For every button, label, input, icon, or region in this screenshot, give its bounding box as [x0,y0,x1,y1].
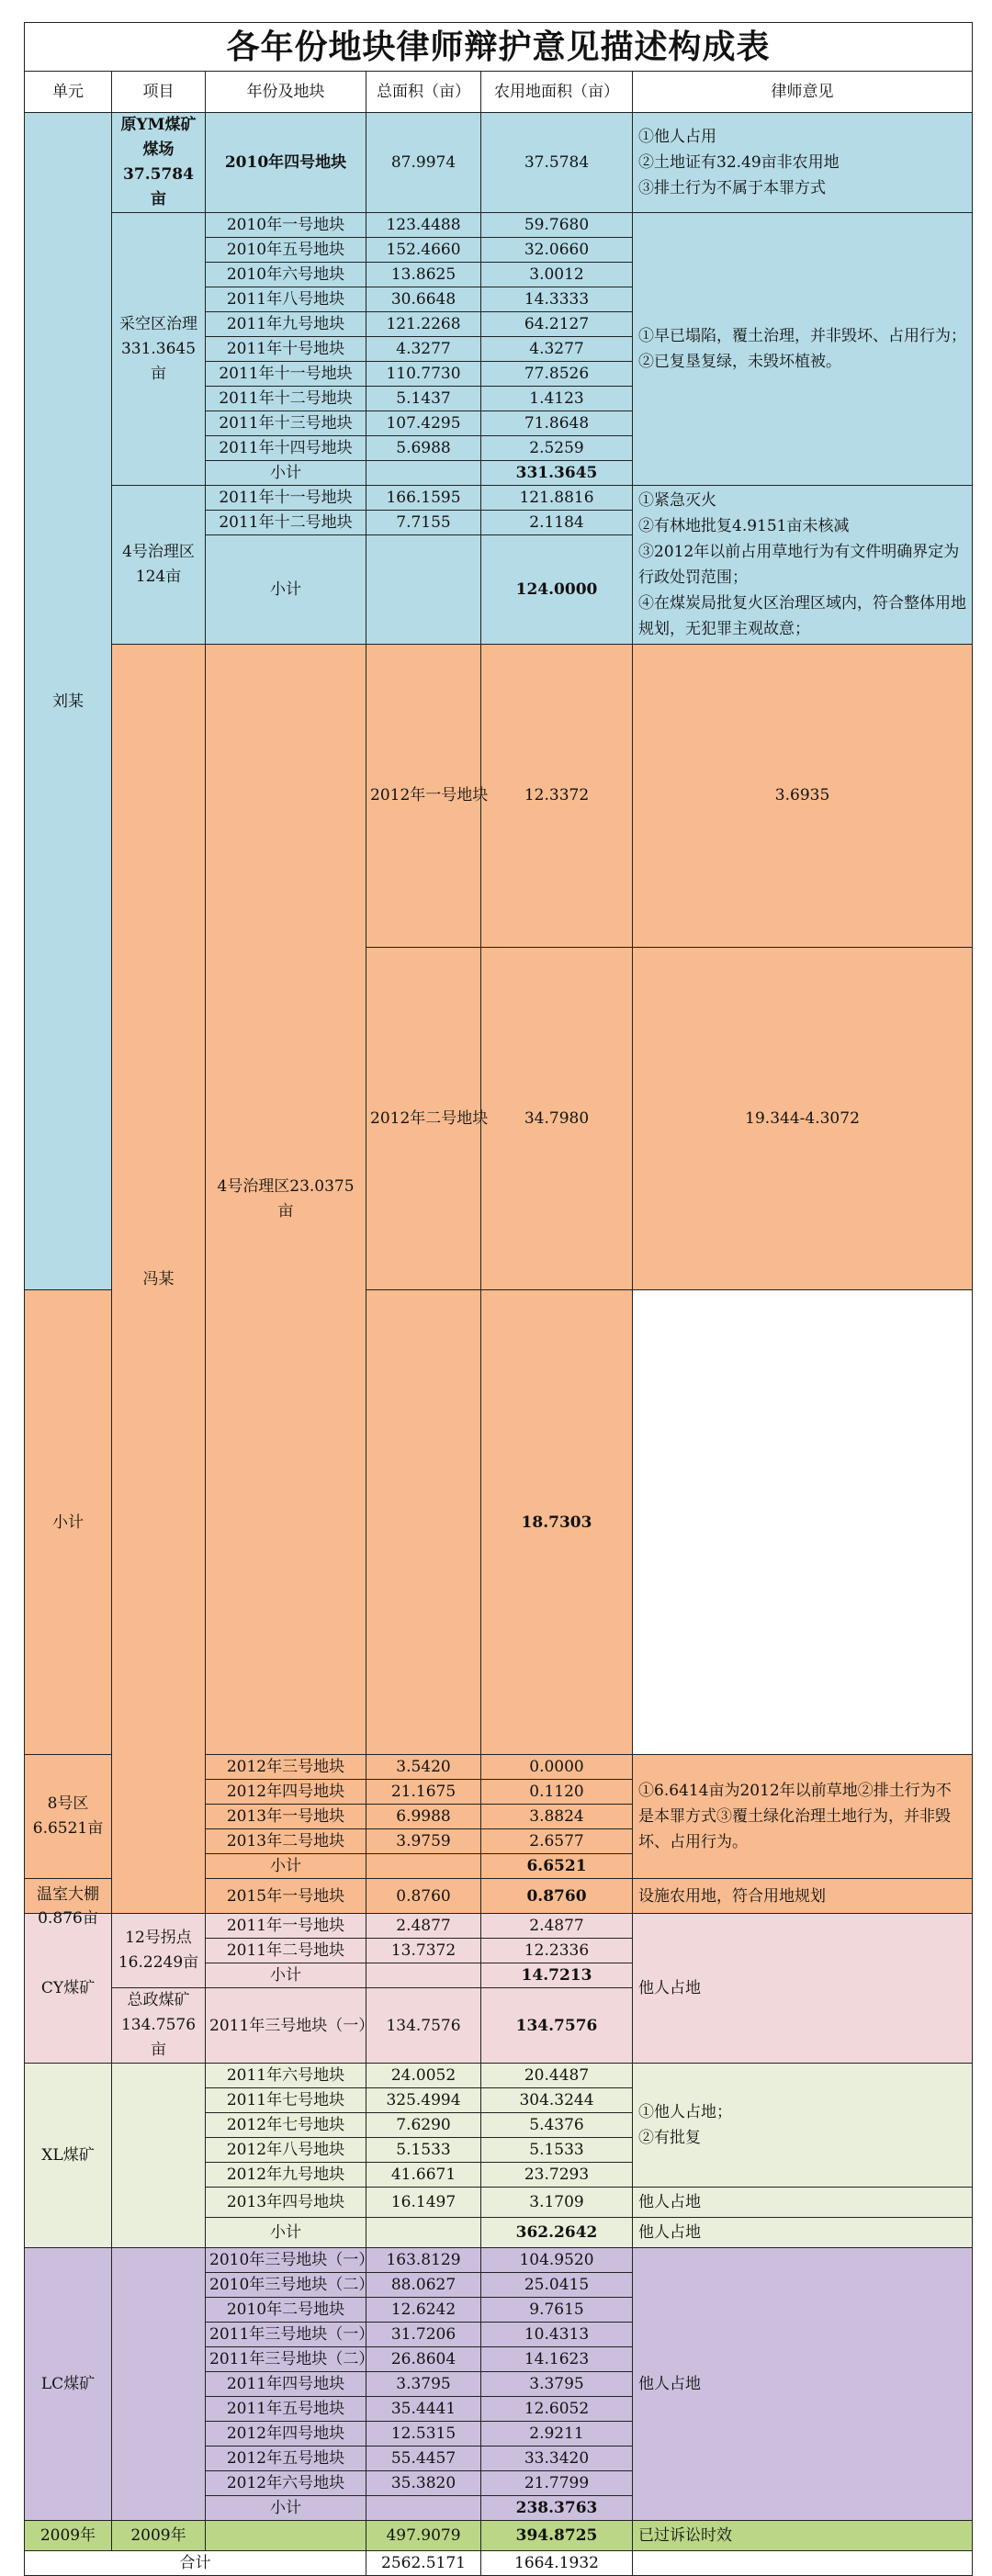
total-area-cell: 26.8604 [366,2347,481,2372]
farm-area-cell: 59.7680 [481,213,633,238]
total-area-cell: 21.1675 [366,1780,481,1805]
table-row [25,486,973,511]
farm-area-cell: 2.5259 [481,436,633,461]
total-area-cell: 121.2268 [366,312,481,337]
total-area-cell: 134.7576 [366,1988,481,2064]
subtotal-label: 小计 [206,2496,366,2521]
parcel-cell: 2011年一号地块 [206,1914,366,1939]
header-project: 项目 [112,72,206,113]
opinion-cell [633,213,973,486]
table-row [25,2248,973,2273]
parcel-cell: 2012年一号地块 [366,645,481,948]
opinion-cell: 设施农用地，符合用地规划 [633,1879,973,1914]
page-title: 各年份地块律师辩护意见描述构成表 [25,23,973,72]
total-area-cell: 12.6242 [366,2298,481,2323]
grand-total-label: 合计 [25,2551,366,2576]
project-cell: 8号区6.6521亩 [25,1755,112,1879]
parcel-cell: 2011年十号地块 [206,337,366,362]
total-area-cell: 3.5420 [366,1755,481,1780]
greenhouse-project-text: 温室大棚0.876亩 [37,1885,99,1928]
farm-area-cell: 0.0000 [481,1755,633,1780]
parcel-cell: 2011年七号地块 [206,2088,366,2113]
total-area-cell: 41.6671 [366,2163,481,2188]
opinion-line: ①他人占用 [638,128,716,146]
farm-area-cell: 3.6935 [633,645,973,948]
unit-cell-2009: 2009年 [25,2521,112,2551]
farm-area-cell: 2.9211 [481,2422,633,2447]
parcel-cell: 2011年八号地块 [206,287,366,312]
subtotal-total-cell [366,535,481,645]
parcel-cell: 2010年一号地块 [206,213,366,238]
parcel-cell: 2012年八号地块 [206,2138,366,2163]
subtotal-farm-cell: 238.3763 [481,2496,633,2521]
project-cell: 4号治理区23.0375亩 [206,645,366,1755]
parcel-cell: 2010年二号地块 [206,2298,366,2323]
opinion-line: ①他人占地； [638,2103,732,2121]
total-area-cell: 12.5315 [366,2422,481,2447]
liu-ym-row [25,113,973,213]
total-area-cell: 4.3277 [366,337,481,362]
opinion-line: ②土地证有32.49亩非农用地 [638,153,840,172]
farm-area-cell: 14.1623 [481,2347,633,2372]
total-area-cell: 5.1437 [366,387,481,411]
subtotal-label: 小计 [206,1854,366,1879]
farm-area-cell: 5.4376 [481,2113,633,2138]
opinion-line: ②有批复 [638,2129,701,2147]
farm-area-cell: 5.1533 [481,2138,633,2163]
subtotal-farm-cell: 124.0000 [481,535,633,645]
opinion-line: ④在煤炭局批复火区治理区域内，符合整体用地规划，无犯罪主观故意； [638,594,966,638]
opinion-line: ①6.6414亩为2012年以前草地②排土行为不是本罪方式③覆土绿化治理土地行为，并非毁坏、占用行为。 [638,1782,952,1851]
farm-area-cell: 2.4877 [481,1914,633,1939]
parcel-cell: 2011年十二号地块 [206,511,366,535]
opinion-line: ③排土行为不属于本罪方式 [638,179,826,197]
subtotal-total-cell [366,1854,481,1879]
farm-area-cell: 394.8725 [481,2521,633,2551]
project-cell: 原YM煤矿煤场37.5784亩 [112,113,206,213]
parcel-cell: 2011年十二号地块 [206,387,366,411]
total-area-cell: 166.1595 [366,486,481,511]
farm-area-cell: 3.0012 [481,263,633,287]
farm-area-cell: 21.7799 [481,2471,633,2496]
opinion-cell [633,2064,973,2188]
subtotal-label: 小计 [206,461,366,486]
total-area-cell: 30.6648 [366,287,481,312]
farm-area-cell: 23.7293 [481,2163,633,2188]
total-area-cell: 123.4488 [366,213,481,238]
parcel-cell: 2011年四号地块 [206,2372,366,2397]
total-area-cell: 3.3795 [366,2372,481,2397]
parcel-cell: 2010年四号地块 [206,113,366,213]
farm-area-cell: 0.8760 [481,1879,633,1914]
farm-area-cell: 0.1120 [481,1780,633,1805]
total-area-cell: 5.1533 [366,2138,481,2163]
parcel-cell: 2010年五号地块 [206,238,366,263]
total-area-cell: 3.9759 [366,1829,481,1854]
parcel-cell: 2012年七号地块 [206,2113,366,2138]
subtotal-farm-cell: 331.3645 [481,461,633,486]
farm-area-cell: 71.8648 [481,411,633,436]
total-area-cell: 24.0052 [366,2064,481,2088]
farm-area-cell: 37.5784 [481,113,633,213]
farm-area-cell: 10.4313 [481,2323,633,2347]
opinion-cell: 已过诉讼时效 [633,2521,973,2551]
parcel-cell: 2012年九号地块 [206,2163,366,2188]
grand-total-area: 2562.5171 [366,2551,481,2576]
opinion-cell [633,1755,973,1879]
farm-area-cell: 3.8824 [481,1805,633,1829]
total-area-cell: 7.6290 [366,2113,481,2138]
parcel-cell: 2011年十三号地块 [206,411,366,436]
parcel-cell: 2010年三号地块（二） [206,2273,366,2298]
parcel-cell: 2013年四号地块 [206,2188,366,2218]
parcel-cell: 2011年二号地块 [206,1939,366,1963]
parcel-cell: 2011年十一号地块 [206,362,366,387]
total-area-cell: 87.9974 [366,113,481,213]
opinion-cell: 他人占地 [633,2248,973,2521]
opinion-cell [633,113,973,213]
header-opinion: 律师意见 [633,72,973,113]
header-total-area: 总面积（亩） [366,72,481,113]
parcel-cell: 2010年六号地块 [206,263,366,287]
project-cell: 2009年 [112,2521,206,2551]
farm-area-cell: 104.9520 [481,2248,633,2273]
grand-total-opinion [633,2551,973,2576]
header-parcel: 年份及地块 [206,72,366,113]
total-area-cell: 107.4295 [366,411,481,436]
total-area-cell: 55.4457 [366,2447,481,2471]
subtotal-farm-cell: 6.6521 [481,1854,633,1879]
total-area-cell: 497.9079 [366,2521,481,2551]
total-area-cell: 152.4660 [366,238,481,263]
subtotal-farm-cell: 362.2642 [481,2218,633,2248]
parcel-cell: 2012年六号地块 [206,2471,366,2496]
table-row [25,645,973,948]
total-area-cell: 5.6988 [366,436,481,461]
farm-area-cell: 33.3420 [481,2447,633,2471]
total-area-cell: 35.3820 [366,2471,481,2496]
parcel-cell: 2011年十四号地块 [206,436,366,461]
farm-area-cell: 77.8526 [481,362,633,387]
parcel-cell: 2015年一号地块 [206,1879,366,1914]
total-area-cell: 110.7730 [366,362,481,387]
total-area-cell: 13.8625 [366,263,481,287]
subtotal-total-cell [366,1963,481,1988]
subtotal-total-cell [366,2218,481,2248]
opinion-cell: 他人占地 [633,1914,973,2064]
farm-area-cell: 2.6577 [481,1829,633,1854]
total-area-cell: 0.8760 [366,1879,481,1914]
farm-area-cell: 32.0660 [481,238,633,263]
parcel-cell: 2013年一号地块 [206,1805,366,1829]
header-farm-area: 农用地面积（亩） [481,72,633,113]
unit-cell-feng: 冯某 [112,645,206,1914]
parcel-cell: 2012年五号地块 [206,2447,366,2471]
farm-area-cell: 304.3244 [481,2088,633,2113]
farm-area-cell: 3.1709 [481,2188,633,2218]
opinion-line: ①紧急灭火 [638,491,716,510]
subtotal-total-cell [366,2496,481,2521]
total-area-cell: 7.7155 [366,511,481,535]
land-parcel-table [24,22,973,2576]
project-cell [25,1879,112,1928]
total-area-cell: 163.8129 [366,2248,481,2273]
farm-area-cell: 1.4123 [481,387,633,411]
opinion-line: ②有林地批复4.9151亩未核减 [638,517,850,535]
opinion-cell [633,486,973,645]
farm-area-cell: 134.7576 [481,1988,633,2064]
project-cell [112,2248,206,2521]
parcel-cell [206,2521,366,2551]
total-area-cell: 34.7980 [481,947,633,1290]
farm-area-cell: 12.2336 [481,1939,633,1963]
parcel-cell: 2013年二号地块 [206,1829,366,1854]
total-area-cell: 88.0627 [366,2273,481,2298]
subtotal-farm-cell: 14.7213 [481,1963,633,1988]
total-area-cell: 2.4877 [366,1914,481,1939]
parcel-cell: 2012年四号地块 [206,1780,366,1805]
table-row [25,2064,973,2088]
parcel-cell: 2012年四号地块 [206,2422,366,2447]
farm-area-cell: 64.2127 [481,312,633,337]
project-cell: 采空区治理331.3645亩 [112,213,206,486]
parcel-cell: 2011年三号地块（一） [206,1988,366,2064]
project-cell: 12号拐点16.2249亩 [112,1914,206,1988]
farm-area-cell: 9.7615 [481,2298,633,2323]
subtotal-total-cell [366,461,481,486]
parcel-cell: 2011年五号地块 [206,2397,366,2422]
farm-area-cell: 2.1184 [481,511,633,535]
subtotal-label: 小计 [206,535,366,645]
farm-area-cell: 20.4487 [481,2064,633,2088]
header-unit: 单元 [25,72,112,113]
subtotal-label: 小计 [206,1963,366,1988]
parcel-cell: 2011年六号地块 [206,2064,366,2088]
project-cell: 总政煤矿134.7576亩 [112,1988,206,2064]
subtotal-label: 小计 [206,2218,366,2248]
unit-cell-cy: CY煤矿 [25,1914,112,2064]
farm-area-cell: 121.8816 [481,486,633,511]
opinion-cell: 他人占地 [633,2188,973,2218]
total-area-cell: 12.3372 [481,645,633,948]
total-area-cell: 16.1497 [366,2188,481,2218]
parcel-cell: 2011年十一号地块 [206,486,366,511]
unit-cell-lc: LC煤矿 [25,2248,112,2521]
parcel-cell: 2011年九号地块 [206,312,366,337]
farm-area-cell: 25.0415 [481,2273,633,2298]
opinion-line: ③2012年以前占用草地行为有文件明确界定为行政处罚范围； [638,543,960,587]
total-area-cell: 35.4441 [366,2397,481,2422]
farm-area-cell: 12.6052 [481,2397,633,2422]
year-2009-row [25,2521,973,2551]
unit-cell-liu: 刘某 [25,113,112,1290]
opinion-line: ②已复垦复绿，未毁坏植被。 [638,353,841,371]
header-row [25,72,973,113]
table-row [25,1914,973,1939]
total-area-cell: 31.7206 [366,2323,481,2347]
opinion-line: ①早已塌陷，覆土治理，并非毁坏、占用行为； [638,327,966,345]
subtotal-farm-cell: 18.7303 [481,1290,633,1755]
project-cell: 4号治理区124亩 [112,486,206,645]
total-area-cell: 325.4994 [366,2088,481,2113]
opinion-cell: 他人占地 [633,2218,973,2248]
parcel-cell: 2012年三号地块 [206,1755,366,1780]
grand-total-row [25,2551,973,2576]
total-area-cell: 13.7372 [366,1939,481,1963]
farm-area-cell: 3.3795 [481,2372,633,2397]
parcel-cell: 2011年三号地块（一） [206,2323,366,2347]
table-row [25,213,973,238]
farm-area-cell: 19.344-4.3072 [633,947,973,1290]
parcel-cell: 2012年二号地块 [366,947,481,1290]
farm-area-cell: 14.3333 [481,287,633,312]
subtotal-label: 小计 [25,1290,112,1755]
grand-total-farm: 1664.1932 [481,2551,633,2576]
parcel-cell: 2010年三号地块（一） [206,2248,366,2273]
total-area-cell: 6.9988 [366,1805,481,1829]
subtotal-total-cell [366,1290,481,1755]
unit-cell-xl: XL煤矿 [25,2064,112,2248]
parcel-cell: 2011年三号地块（二） [206,2347,366,2372]
project-cell [112,2064,206,2248]
farm-area-cell: 4.3277 [481,337,633,362]
